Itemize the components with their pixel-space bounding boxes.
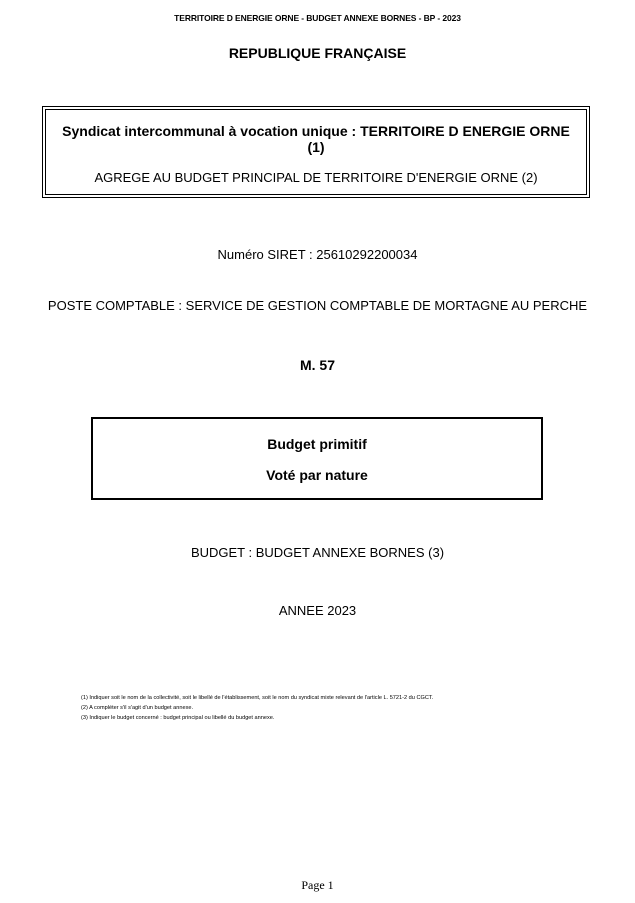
entity-box (42, 106, 590, 198)
republique-heading: REPUBLIQUE FRANÇAISE (228, 45, 407, 61)
footnote-3: (3) Indiquer le budget concerné : budget principal ou libellé du budget annexe. (81, 715, 275, 721)
entity-title: Syndicat intercommunal à vocation unique : TERRITOIRE D ENERGIE ORNE (1) (62, 123, 570, 155)
budget-type-box (91, 417, 543, 500)
siret-number: Numéro SIRET : 25610292200034 (217, 247, 418, 262)
vote-mode: Voté par nature (266, 467, 368, 483)
footnote-1: (1) Indiquer soit le nom de la collectivité, soit le libellé de l'établissement, soit le nom du syndicat mixte relevant de l'article L. 5721-2 du CGCT. (81, 695, 434, 701)
footnote-2: (2) A compléter s'il s'agit d'un budget annexe. (81, 705, 194, 711)
budget-name: BUDGET : BUDGET ANNEXE BORNES (3) (190, 545, 445, 560)
poste-comptable: POSTE COMPTABLE : SERVICE DE GESTION COMPTABLE DE MORTAGNE AU PERCHE (47, 298, 588, 313)
entity-subtitle: AGREGE AU BUDGET PRINCIPAL DE TERRITOIRE D'ENERGIE ORNE (2) (94, 170, 538, 185)
nomenclature: M. 57 (299, 357, 335, 373)
budget-year: ANNEE 2023 (278, 603, 357, 618)
footnotes (81, 693, 601, 723)
budget-type: Budget primitif (267, 436, 367, 452)
running-header: TERRITOIRE D ENERGIE ORNE - BUDGET ANNEXE BORNES - BP - 2023 (174, 13, 461, 23)
page-number: Page 1 (301, 878, 334, 892)
